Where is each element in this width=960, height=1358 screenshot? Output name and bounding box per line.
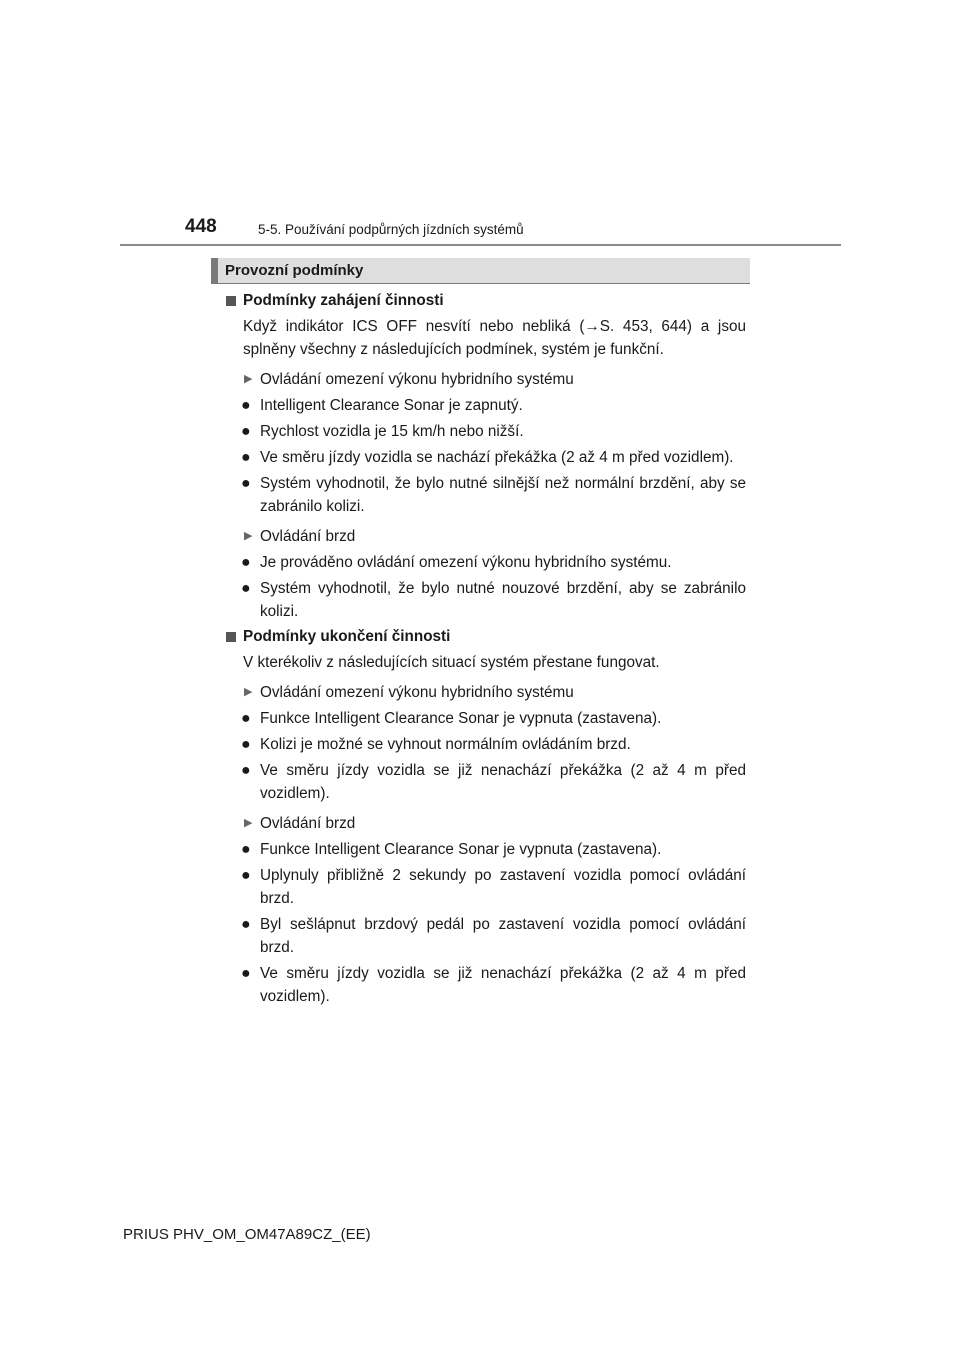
dot-bullet-icon: ● (241, 423, 251, 440)
stop-group1-heading (224, 681, 746, 704)
list-item: ● Intelligent Clearance Sonar je zapnutý. (224, 394, 746, 417)
list-item: ● Rychlost vozidla je 15 km/h nebo nižší. (224, 420, 746, 443)
start-group2-title: Ovládání brzd (260, 528, 356, 545)
list-item: ● Systém vyhodnotil, že bylo nutné nouzové brzdění, aby se zabránilo kolizi. (224, 577, 746, 623)
stop-conditions-heading (224, 625, 746, 648)
dot-bullet-icon: ● (241, 580, 251, 597)
dot-bullet-icon: ● (241, 916, 251, 933)
dot-bullet-icon: ● (241, 736, 251, 753)
main-content (224, 289, 746, 1008)
triangle-bullet-icon: ▶ (244, 686, 253, 698)
page-number: 448 (185, 216, 217, 237)
dot-bullet-icon: ● (241, 449, 251, 466)
list-item: ● Je prováděno ovládání omezení výkonu hybridního systému. (224, 551, 746, 574)
stop-group2-heading (224, 812, 746, 835)
dot-bullet-icon: ● (241, 475, 251, 492)
heading-accent-bar (211, 258, 218, 283)
stop-conditions-title: Podmínky ukončení činnosti (243, 628, 451, 645)
list-item: ● Funkce Intelligent Clearance Sonar je vypnuta (zastavena). (224, 707, 746, 730)
list-item: ● Uplynuly přibližně 2 sekundy po zastavení vozidla pomocí ovládání brzd. (224, 864, 746, 910)
list-item: ● Funkce Intelligent Clearance Sonar je vypnuta (zastavena). (224, 838, 746, 861)
list-item: ● Ve směru jízdy vozidla se nachází překážka (2 až 4 m před vozidlem). (224, 446, 746, 469)
start-group1-title: Ovládání omezení výkonu hybridního systému (260, 371, 574, 388)
dot-bullet-icon: ● (241, 762, 251, 779)
dot-bullet-icon: ● (241, 965, 251, 982)
dot-bullet-icon: ● (241, 397, 251, 414)
box-heading (211, 258, 750, 284)
list-item: ● Kolizi je možné se vyhnout normálním ovládáním brzd. (224, 733, 746, 756)
dot-bullet-icon: ● (241, 867, 251, 884)
list-item: ● Ve směru jízdy vozidla se již nenachází překážka (2 až 4 m před vozidlem). (224, 962, 746, 1008)
triangle-bullet-icon: ▶ (244, 530, 253, 542)
list-item: ● Byl sešlápnut brzdový pedál po zastavení vozidla pomocí ovládání brzd. (224, 913, 746, 959)
list-item: ● Ve směru jízdy vozidla se již nenachází překážka (2 až 4 m před vozidlem). (224, 759, 746, 805)
start-group2-heading (224, 525, 746, 548)
square-bullet-icon (226, 296, 236, 306)
list-item: ● Systém vyhodnotil, že bylo nutné silnější než normální brzdění, aby se zabránilo kolizi. (224, 472, 746, 518)
footer-doc-code: PRIUS PHV_OM_OM47A89CZ_(EE) (123, 1226, 371, 1243)
dot-bullet-icon: ● (241, 710, 251, 727)
stop-conditions-intro: V kterékoliv z následujících situací systém přestane fungovat. (243, 654, 660, 671)
square-bullet-icon (226, 632, 236, 642)
box-heading-label: Provozní podmínky (225, 262, 364, 279)
start-group1-heading (224, 368, 746, 391)
dot-bullet-icon: ● (241, 554, 251, 571)
stop-group2-title: Ovládání brzd (260, 815, 356, 832)
stop-group1-title: Ovládání omezení výkonu hybridního systému (260, 684, 574, 701)
triangle-bullet-icon: ▶ (244, 817, 253, 829)
section-title: 5-5. Používání podpůrných jízdních systémů (258, 222, 524, 237)
dot-bullet-icon: ● (241, 841, 251, 858)
start-conditions-title: Podmínky zahájení činnosti (243, 292, 444, 309)
header-divider (120, 244, 841, 246)
triangle-bullet-icon: ▶ (244, 373, 253, 385)
start-conditions-intro: Když indikátor ICS OFF nesvítí nebo nebliká (→S. 453, 644) a jsou splněny všechny z následujících podmínek, systém je funkční. (243, 318, 746, 358)
start-conditions-heading (224, 289, 746, 312)
